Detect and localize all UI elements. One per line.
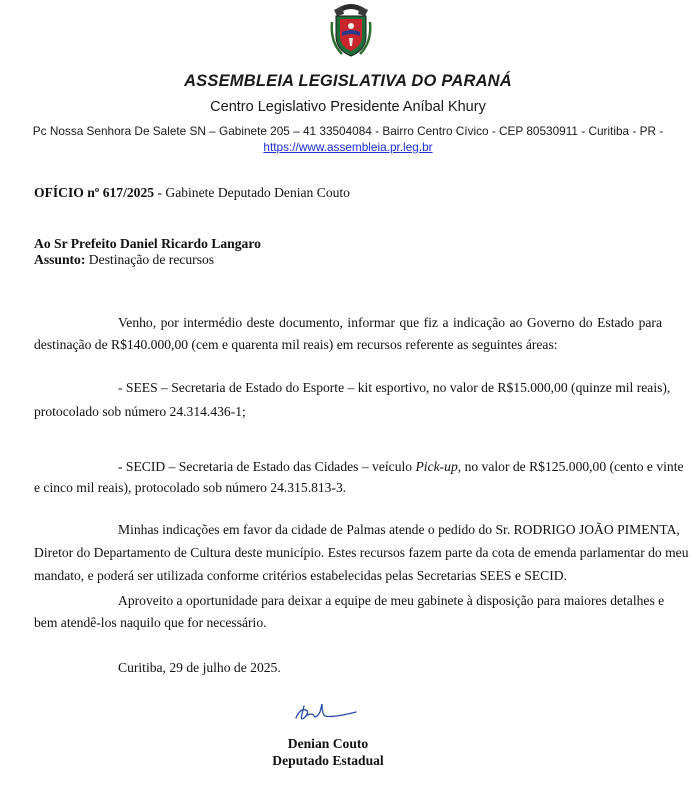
paragraph-2-line-2: Diretor do Departamento de Cultura deste município. Estes recursos fazem parte da cota de emenda parlamentar do meu <box>34 545 689 560</box>
paragraph-1-line-2: destinação de R$140.000,00 (cem e quarenta mil reais) em recursos referente as seguintes áreas: <box>34 337 558 352</box>
center-name: Centro Legislativo Presidente Aníbal Khury <box>210 99 486 115</box>
oficio-office: - Gabinete Deputado Denian Couto <box>154 185 350 200</box>
address-line: Pc Nossa Senhora De Salete SN – Gabinete 205 – 41 33504084 - Bairro Centro Cívico - CEP 80530911 - Curitiba - PR - <box>32 124 664 138</box>
item-1-line-2: protocolado sob número 24.314.436-1; <box>34 404 246 419</box>
item-2-italic: Pick-up <box>415 459 458 474</box>
handwritten-signature <box>292 700 362 726</box>
institution-title: ASSEMBLEIA LEGISLATIVA DO PARANÁ <box>184 72 512 90</box>
signatory-title: Deputado Estadual <box>272 753 384 768</box>
paragraph-1-line-1: Venho, por intermédio deste documento, informar que fiz a indicação ao Governo do Estado para <box>118 315 662 330</box>
website-line <box>0 140 696 154</box>
oficio-line <box>34 185 350 201</box>
subject-text: Destinação de recursos <box>85 252 215 267</box>
paragraph-2-line-3: mandato, e poderá ser utilizada conforme critérios estabelecidas pelas Secretarias SEES e SECID. <box>34 568 567 583</box>
addressee: Ao Sr Prefeito Daniel Ricardo Langaro <box>34 236 261 251</box>
subject-label: Assunto: <box>34 252 86 267</box>
item-2-line-1 <box>118 459 684 475</box>
item-1-line-1: - SEES – Secretaria de Estado do Esporte – kit esportivo, no valor de R$15.000,00 (quinze mil reais), <box>118 380 671 395</box>
paragraph-3-line-1: Aproveito a oportunidade para deixar a equipe de meu gabinete à disposição para maiores detalhes e <box>118 593 665 608</box>
item-2-text-a: - SECID – Secretaria de Estado das Cidades – veículo <box>118 459 416 474</box>
paragraph-3-line-2: bem atendê-los naquilo que for necessário. <box>34 615 267 630</box>
item-2-line-2: e cinco mil reais), protocolado sob número 24.315.813-3. <box>34 480 347 495</box>
parana-coat-of-arms-icon <box>328 2 374 58</box>
signatory-name: Denian Couto <box>287 736 369 751</box>
date-line: Curitiba, 29 de julho de 2025. <box>118 660 281 675</box>
oficio-number: OFÍCIO nº 617/2025 <box>34 185 155 200</box>
item-2-text-b: , no valor de R$125.000,00 (cento e vinte <box>457 459 684 474</box>
paragraph-2-line-1: Minhas indicações em favor da cidade de Palmas atende o pedido do Sr. RODRIGO JOÃO PIMENTA, <box>118 522 680 537</box>
website-link[interactable]: https://www.assembleia.pr.leg.br <box>263 140 433 154</box>
subject-line <box>34 252 214 268</box>
